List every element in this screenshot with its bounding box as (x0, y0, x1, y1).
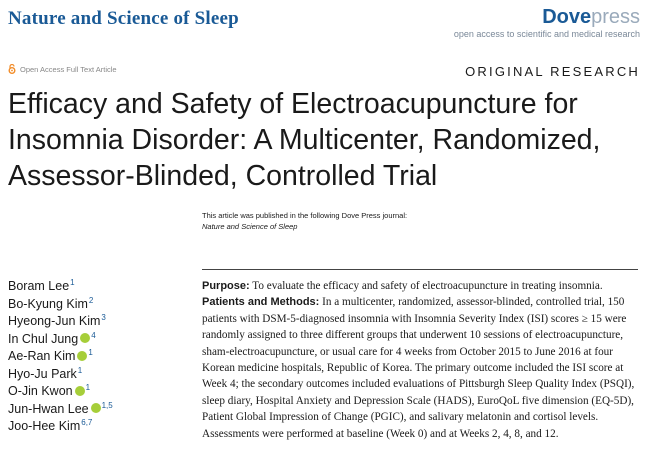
author-item[interactable] (8, 331, 113, 349)
author-name: Boram Lee (8, 279, 70, 293)
author-name: Joo-Hee Kim (8, 419, 81, 433)
abstract-methods (202, 294, 638, 442)
open-access-icon (8, 64, 16, 74)
author-affiliation: 1 (70, 278, 75, 287)
author-item[interactable] (8, 348, 113, 366)
author-name: O-Jin Kwon (8, 384, 73, 398)
publisher-logo (454, 6, 640, 29)
author-affiliation: 4 (91, 330, 96, 340)
author-item[interactable] (8, 278, 113, 296)
published-note-journal: Nature and Science of Sleep (202, 222, 298, 231)
journal-name: Nature and Science of Sleep (8, 8, 239, 29)
author-affiliation: 1 (77, 365, 83, 375)
author-item[interactable] (8, 383, 113, 401)
publisher-tagline: open access to scientific and medical research (453, 29, 640, 39)
author-item[interactable] (8, 401, 113, 419)
author-name: Hyo-Ju Park (8, 366, 77, 381)
author-affiliation: 1,5 (101, 400, 113, 410)
author-affiliation: 2 (88, 295, 94, 305)
article-type: ORIGINAL RESEARCH (465, 64, 640, 79)
abstract-purpose (202, 278, 638, 294)
orcid-icon[interactable] (75, 386, 85, 396)
author-item[interactable] (8, 296, 113, 314)
publisher-header (454, 6, 640, 39)
publisher-logo-dove: Dove (542, 6, 592, 28)
orcid-icon[interactable] (77, 351, 87, 361)
orcid-icon[interactable] (91, 403, 101, 413)
author-name: In Chul Jung (8, 331, 79, 346)
author-item[interactable] (8, 313, 113, 331)
abstract-methods-text: In a multicenter, randomized, assessor-blinded, controlled trial, 150 patients with DSM-5-diagnosed insomnia with Insomnia Severity Index (ISI) scores ≥ 15 were randomly assigned to three different groups that underwent 10 sessions of electroacupuncture, sham-electroacupuncture, or usual care for 4 weeks from October 2015 to June 2016 at four Korean medicine hospitals, Republic of Korea. The primary outcome included the ISI score at Week 4; the secondary outcomes included evaluations of Pittsburgh Sleep Quality Index (PSQI), sleep diary, Hospital Anxiety and Depression Scale (HADS), EuroQoL five dimension (EQ-5D), Patient Global Impression of Change (PGIC), and salivary melatonin and cortisol levels. Assessments were performed at baseline (Week 0) and at Weeks 2, 4, 8, and 12. (202, 296, 635, 440)
orcid-icon[interactable] (80, 333, 90, 343)
author-item[interactable] (8, 418, 113, 436)
abstract-methods-label: Patients and Methods: (202, 296, 320, 309)
author-name: Jun-Hwan Lee (8, 401, 89, 416)
author-affiliation: 1 (85, 383, 91, 392)
published-note (202, 210, 407, 232)
author-item[interactable] (8, 366, 113, 384)
abstract-purpose-text: To evaluate the efficacy and safety of electroacupuncture in treating insomnia. (249, 280, 603, 292)
author-affiliation: 1 (88, 348, 93, 357)
published-note-text: This article was published in the following Dove Press journal: (202, 211, 408, 220)
author-affiliation: 6,7 (81, 418, 93, 427)
author-affiliation: 3 (101, 313, 106, 322)
author-name: Ae-Ran Kim (8, 349, 76, 363)
abstract (202, 269, 638, 442)
article-title: Efficacy and Safety of Electroacupuncture for Insomnia Disorder: A Multicenter, Randomized, Assessor-Blinded, Controlled Trial (8, 88, 601, 192)
abstract-purpose-label: Purpose: (202, 280, 250, 292)
author-name: Bo-Kyung Kim (8, 296, 88, 311)
publisher-logo-press: press (591, 6, 640, 28)
open-access-label: Open Access Full Text Article (20, 64, 117, 74)
author-name: Hyeong-Jun Kim (8, 314, 101, 328)
author-list (8, 278, 113, 436)
open-access-badge (8, 64, 117, 74)
